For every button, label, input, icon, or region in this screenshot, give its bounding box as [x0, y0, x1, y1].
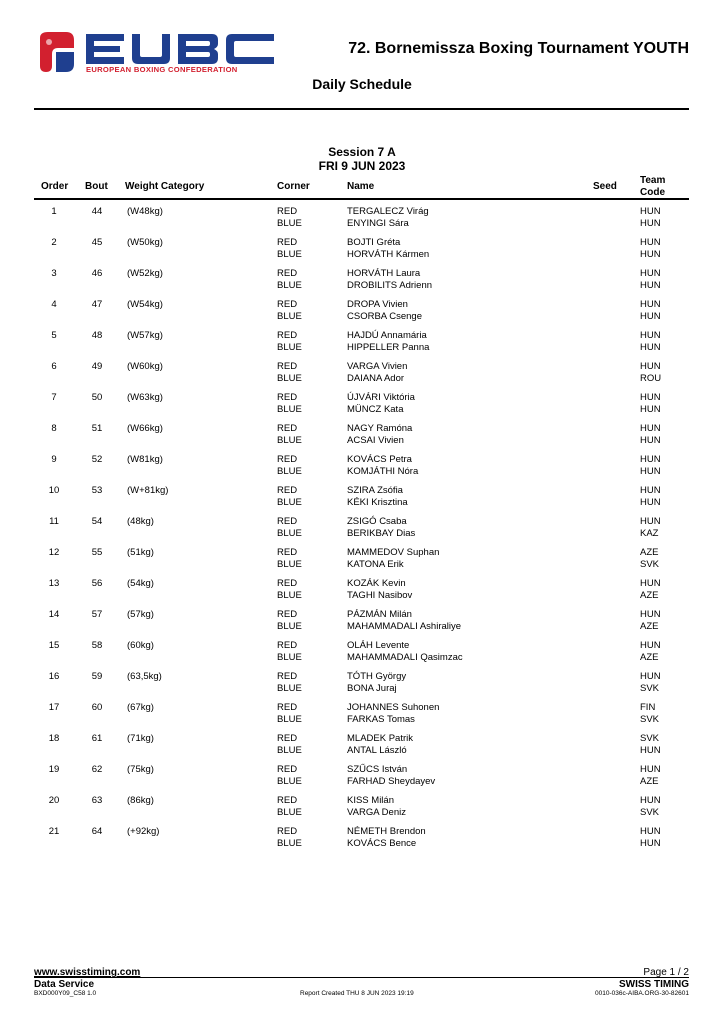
blue-team-code: HUN — [640, 497, 661, 508]
red-team-code: HUN — [640, 454, 661, 465]
table-header — [34, 174, 689, 198]
order-cell: 8 — [51, 423, 57, 434]
table-row — [34, 516, 689, 547]
red-team-code: HUN — [640, 826, 661, 837]
order-cell: 12 — [48, 547, 60, 558]
bout-cell: 55 — [91, 547, 103, 558]
blue-team-code: SVK — [640, 559, 660, 570]
blue-team-code: HUN — [640, 280, 661, 291]
blue-boxer-name: KATONA Erik — [347, 559, 404, 570]
corner-red-cell: RED — [277, 206, 298, 217]
bout-cell: 54 — [91, 516, 103, 527]
table-row — [34, 671, 689, 702]
corner-blue-cell: BLUE — [277, 497, 302, 508]
order-cell: 21 — [48, 826, 60, 837]
table-row — [34, 237, 689, 268]
blue-boxer-name: MAHAMMADALI Ashiraliye — [347, 621, 462, 632]
red-boxer-name: HORVÁTH Laura — [347, 268, 421, 279]
red-team-code: FIN — [640, 702, 656, 713]
footer-ref-code: 0010-036c-AIBA.ORG-30-82601 — [595, 990, 689, 997]
bout-cell: 46 — [91, 268, 103, 279]
red-team-code: HUN — [640, 640, 661, 651]
red-team-code: HUN — [640, 795, 661, 806]
corner-blue-cell: BLUE — [277, 249, 302, 260]
red-boxer-name: ÚJVÁRI Viktória — [347, 392, 415, 403]
weight-cell: (W+81kg) — [127, 485, 169, 496]
weight-cell: (W66kg) — [127, 423, 163, 434]
table-row — [34, 702, 689, 733]
red-boxer-name: MAMMEDOV Suphan — [347, 547, 440, 558]
red-team-code: HUN — [640, 361, 661, 372]
red-team-code: HUN — [640, 671, 661, 682]
red-boxer-name: SZIRA Zsófia — [347, 485, 403, 496]
eubc-logo — [36, 28, 278, 76]
blue-team-code: KAZ — [640, 528, 659, 539]
red-boxer-name: TERGALECZ Virág — [347, 206, 429, 217]
weight-cell: (48kg) — [127, 516, 154, 527]
bout-cell: 50 — [91, 392, 103, 403]
corner-red-cell: RED — [277, 423, 298, 434]
blue-boxer-name: HORVÁTH Kármen — [347, 249, 430, 260]
red-boxer-name: JOHANNES Suhonen — [347, 702, 440, 713]
table-row — [34, 826, 689, 857]
bout-cell: 57 — [91, 609, 103, 620]
corner-blue-cell: BLUE — [277, 218, 302, 229]
order-cell: 6 — [51, 361, 57, 372]
red-boxer-name: KISS Milán — [347, 795, 394, 806]
corner-blue-cell: BLUE — [277, 559, 302, 570]
corner-red-cell: RED — [277, 299, 298, 310]
corner-red-cell: RED — [277, 733, 298, 744]
red-team-code: HUN — [640, 609, 661, 620]
bout-cell: 60 — [91, 702, 103, 713]
corner-blue-cell: BLUE — [277, 621, 302, 632]
red-team-code: HUN — [640, 516, 661, 527]
weight-cell: (W48kg) — [127, 206, 163, 217]
table-row — [34, 423, 689, 454]
red-boxer-name: MLADEK Patrik — [347, 733, 413, 744]
red-boxer-name: SZŰCS István — [347, 764, 408, 775]
weight-cell: (57kg) — [127, 609, 154, 620]
header-order: Order — [41, 181, 69, 192]
order-cell: 11 — [49, 516, 59, 527]
bout-cell: 56 — [91, 578, 103, 589]
corner-blue-cell: BLUE — [277, 528, 302, 539]
corner-red-cell: RED — [277, 547, 298, 558]
header-team-line2: Code — [640, 187, 665, 198]
order-cell: 1 — [51, 206, 57, 217]
corner-blue-cell: BLUE — [277, 311, 302, 322]
blue-boxer-name: FARKAS Tomas — [347, 714, 415, 725]
header-team-line1: Team — [640, 175, 666, 186]
red-boxer-name: KOVÁCS Petra — [347, 454, 412, 465]
footer-brand: SWISS TIMING — [619, 979, 689, 990]
bout-cell: 52 — [91, 454, 103, 465]
table-row — [34, 640, 689, 671]
blue-team-code: SVK — [640, 683, 660, 694]
schedule-table — [34, 206, 689, 857]
order-cell: 17 — [48, 702, 60, 713]
corner-red-cell: RED — [277, 671, 298, 682]
corner-red-cell: RED — [277, 361, 298, 372]
order-cell: 7 — [51, 392, 57, 403]
corner-red-cell: RED — [277, 640, 298, 651]
blue-boxer-name: ANTAL László — [347, 745, 407, 756]
blue-boxer-name: MAHAMMADALI Qasimzac — [347, 652, 463, 663]
weight-cell: (W54kg) — [127, 299, 163, 310]
blue-boxer-name: DROBILITS Adrienn — [347, 280, 433, 291]
corner-red-cell: RED — [277, 330, 298, 341]
order-cell: 19 — [48, 764, 60, 775]
blue-team-code: AZE — [640, 776, 659, 787]
order-cell: 3 — [51, 268, 57, 279]
blue-team-code: AZE — [640, 621, 659, 632]
blue-team-code: AZE — [640, 590, 659, 601]
bout-cell: 51 — [91, 423, 103, 434]
blue-team-code: ROU — [640, 373, 662, 384]
corner-blue-cell: BLUE — [277, 683, 302, 694]
blue-team-code: HUN — [640, 218, 661, 229]
footer-data-service: Data Service — [34, 979, 95, 990]
red-team-code: HUN — [640, 237, 661, 248]
weight-cell: (71kg) — [127, 733, 154, 744]
bout-cell: 62 — [91, 764, 103, 775]
session-date: FRI 9 JUN 2023 — [318, 159, 406, 173]
table-row — [34, 268, 689, 299]
red-team-code: HUN — [640, 423, 661, 434]
table-row — [34, 485, 689, 516]
table-row — [34, 361, 689, 392]
corner-blue-cell: BLUE — [277, 404, 302, 415]
blue-boxer-name: CSORBA Csenge — [347, 311, 422, 322]
footer-report-created: Report Created THU 8 JUN 2023 19:19 — [300, 990, 414, 997]
corner-blue-cell: BLUE — [277, 466, 302, 477]
red-boxer-name: KOZÁK Kevin — [347, 578, 406, 589]
blue-team-code: HUN — [640, 435, 661, 446]
corner-blue-cell: BLUE — [277, 435, 302, 446]
header-seed: Seed — [593, 181, 617, 192]
order-cell: 9 — [51, 454, 57, 465]
table-row — [34, 206, 689, 237]
weight-cell: (86kg) — [127, 795, 154, 806]
blue-boxer-name: BONA Juraj — [347, 683, 397, 694]
table-row — [34, 733, 689, 764]
corner-red-cell: RED — [277, 826, 298, 837]
order-cell: 16 — [48, 671, 60, 682]
blue-team-code: SVK — [640, 714, 660, 725]
order-cell: 20 — [48, 795, 60, 806]
weight-cell: (W81kg) — [127, 454, 163, 465]
table-row — [34, 547, 689, 578]
red-team-code: HUN — [640, 764, 661, 775]
corner-blue-cell: BLUE — [277, 652, 302, 663]
red-team-code: HUN — [640, 268, 661, 279]
footer-website[interactable]: www.swisstiming.com — [34, 967, 141, 978]
corner-red-cell: RED — [277, 454, 298, 465]
blue-boxer-name: FARHAD Sheydayev — [347, 776, 436, 787]
session-name: Session 7 A — [328, 145, 396, 159]
table-row — [34, 330, 689, 361]
corner-red-cell: RED — [277, 702, 298, 713]
table-header-divider — [34, 198, 689, 200]
table-row — [34, 795, 689, 826]
red-boxer-name: NAGY Ramóna — [347, 423, 413, 434]
blue-team-code: HUN — [640, 342, 661, 353]
bout-cell: 47 — [91, 299, 103, 310]
red-boxer-name: HAJDÚ Annamária — [347, 330, 427, 341]
order-cell: 18 — [48, 733, 60, 744]
weight-cell: (W60kg) — [127, 361, 163, 372]
weight-cell: (51kg) — [127, 547, 154, 558]
blue-boxer-name: KOMJÁTHI Nóra — [347, 466, 419, 477]
weight-cell: (W50kg) — [127, 237, 163, 248]
bout-cell: 61 — [91, 733, 103, 744]
bout-cell: 53 — [91, 485, 103, 496]
weight-cell: (60kg) — [127, 640, 154, 651]
corner-blue-cell: BLUE — [277, 807, 302, 818]
red-boxer-name: PÁZMÁN Milán — [347, 609, 412, 620]
bout-cell: 59 — [91, 671, 103, 682]
blue-team-code: HUN — [640, 838, 661, 849]
logo-subtext: EUROPEAN BOXING CONFEDERATION — [86, 65, 238, 74]
weight-cell: (+92kg) — [127, 826, 160, 837]
weight-cell: (63,5kg) — [127, 671, 162, 682]
corner-blue-cell: BLUE — [277, 745, 302, 756]
bout-cell: 45 — [91, 237, 103, 248]
tournament-title: 72. Bornemissza Boxing Tournament YOUTH — [348, 40, 689, 57]
weight-cell: (75kg) — [127, 764, 154, 775]
weight-cell: (67kg) — [127, 702, 154, 713]
blue-team-code: HUN — [640, 466, 661, 477]
blue-boxer-name: BERIKBAY Dias — [347, 528, 416, 539]
weight-cell: (W63kg) — [127, 392, 163, 403]
bout-cell: 49 — [91, 361, 103, 372]
corner-blue-cell: BLUE — [277, 373, 302, 384]
footer-doc-code: BXD000Y09_C58 1.0 — [34, 990, 97, 997]
blue-team-code: AZE — [640, 652, 659, 663]
weight-cell: (W57kg) — [127, 330, 163, 341]
red-boxer-name: NÉMETH Brendon — [347, 826, 426, 837]
red-boxer-name: VARGA Vivien — [347, 361, 408, 372]
corner-blue-cell: BLUE — [277, 280, 302, 291]
table-row — [34, 764, 689, 795]
red-team-code: AZE — [640, 547, 659, 558]
red-boxer-name: TÓTH György — [347, 671, 407, 682]
corner-red-cell: RED — [277, 578, 298, 589]
red-team-code: HUN — [640, 578, 661, 589]
order-cell: 2 — [51, 237, 57, 248]
header-bout: Bout — [85, 181, 108, 192]
header-corner: Corner — [277, 181, 310, 192]
bout-cell: 64 — [91, 826, 103, 837]
corner-red-cell: RED — [277, 795, 298, 806]
red-team-code: HUN — [640, 485, 661, 496]
header-name: Name — [347, 181, 375, 192]
red-team-code: HUN — [640, 206, 661, 217]
corner-red-cell: RED — [277, 516, 298, 527]
table-row — [34, 578, 689, 609]
blue-boxer-name: ENYINGI Sára — [347, 218, 409, 229]
blue-boxer-name: MÜNCZ Kata — [347, 404, 404, 415]
blue-team-code: HUN — [640, 249, 661, 260]
weight-cell: (W52kg) — [127, 268, 163, 279]
red-team-code: HUN — [640, 330, 661, 341]
bout-cell: 48 — [91, 330, 103, 341]
order-cell: 15 — [48, 640, 60, 651]
blue-boxer-name: ACSAI Vivien — [347, 435, 404, 446]
red-team-code: HUN — [640, 392, 661, 403]
blue-boxer-name: DAIANA Ador — [347, 373, 405, 384]
table-row — [34, 609, 689, 640]
blue-boxer-name: TAGHI Nasibov — [347, 590, 413, 601]
session-block — [0, 145, 724, 173]
corner-red-cell: RED — [277, 609, 298, 620]
table-row — [34, 454, 689, 485]
order-cell: 14 — [48, 609, 60, 620]
corner-blue-cell: BLUE — [277, 838, 302, 849]
blue-team-code: HUN — [640, 745, 661, 756]
blue-boxer-name: KOVÁCS Bence — [347, 838, 417, 849]
red-boxer-name: ZSIGÓ Csaba — [347, 516, 407, 527]
document-title: Daily Schedule — [312, 76, 412, 92]
order-cell: 4 — [51, 299, 57, 310]
corner-blue-cell: BLUE — [277, 342, 302, 353]
red-team-code: SVK — [640, 733, 660, 744]
order-cell: 5 — [51, 330, 57, 341]
blue-boxer-name: KÉKI Krisztina — [347, 497, 408, 508]
blue-team-code: SVK — [640, 807, 660, 818]
corner-red-cell: RED — [277, 392, 298, 403]
corner-red-cell: RED — [277, 764, 298, 775]
corner-red-cell: RED — [277, 237, 298, 248]
red-boxer-name: BOJTI Gréta — [347, 237, 401, 248]
corner-red-cell: RED — [277, 268, 298, 279]
order-cell: 10 — [48, 485, 60, 496]
header-divider — [34, 108, 689, 110]
corner-red-cell: RED — [277, 485, 298, 496]
header-weight-category: Weight Category — [125, 181, 205, 192]
red-boxer-name: DROPA Vivien — [347, 299, 408, 310]
blue-boxer-name: VARGA Deniz — [347, 807, 406, 818]
corner-blue-cell: BLUE — [277, 714, 302, 725]
weight-cell: (54kg) — [127, 578, 154, 589]
blue-boxer-name: HIPPELLER Panna — [347, 342, 430, 353]
table-row — [34, 299, 689, 330]
bout-cell: 58 — [91, 640, 103, 651]
red-team-code: HUN — [640, 299, 661, 310]
bout-cell: 44 — [91, 206, 103, 217]
blue-team-code: HUN — [640, 311, 661, 322]
blue-team-code: HUN — [640, 404, 661, 415]
table-row — [34, 392, 689, 423]
red-boxer-name: OLÁH Levente — [347, 640, 410, 651]
glove-emblem-icon — [40, 32, 74, 72]
bout-cell: 63 — [91, 795, 103, 806]
corner-blue-cell: BLUE — [277, 776, 302, 787]
order-cell: 13 — [48, 578, 60, 589]
footer-page-number: Page 1 / 2 — [643, 967, 689, 978]
corner-blue-cell: BLUE — [277, 590, 302, 601]
